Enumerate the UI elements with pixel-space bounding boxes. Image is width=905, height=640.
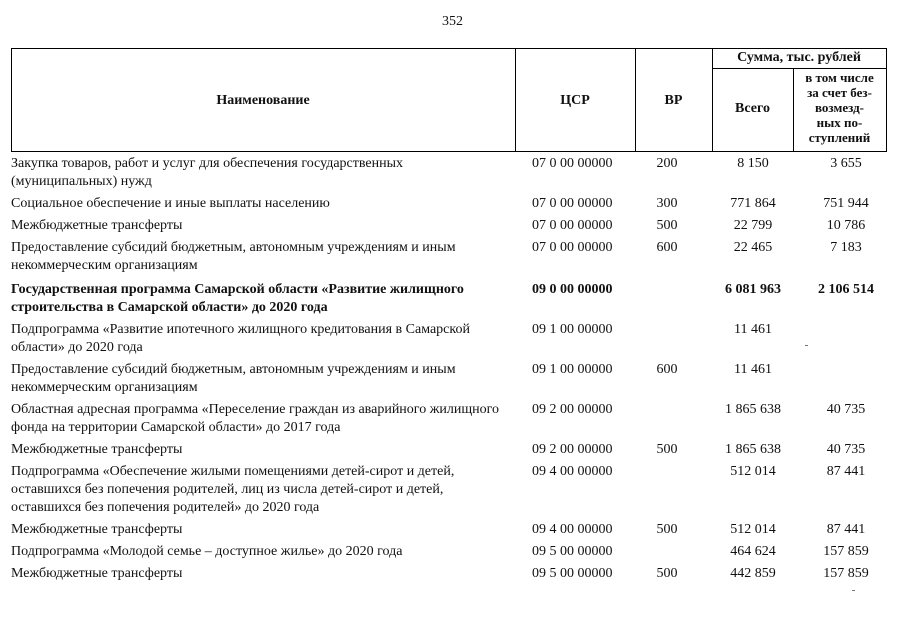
table-row <box>11 441 887 459</box>
row-bez: 751 944 <box>823 196 869 211</box>
row-name: Подпрограмма «Развитие ипотечного жилищного кредитования в Самарской области» до 2020 года <box>11 322 470 355</box>
row-vr: 600 <box>656 240 678 255</box>
page-number: 352 <box>442 14 463 29</box>
row-name: Подпрограмма «Молодой семье – доступное жилье» до 2020 года <box>11 544 403 559</box>
header-bez-line: возмезд- <box>815 100 864 115</box>
header-vr: ВР <box>664 93 683 108</box>
table-row <box>11 543 887 561</box>
row-bez: 10 786 <box>826 218 866 233</box>
row-name: Социальное обеспечение и иные выплаты населению <box>11 196 330 211</box>
row-vr: 300 <box>656 196 678 211</box>
row-bez: 87 441 <box>826 522 866 537</box>
row-total: 512 014 <box>730 522 776 537</box>
row-bez: 157 859 <box>823 566 869 581</box>
table-body <box>11 155 887 583</box>
header-csr: ЦСР <box>560 93 590 108</box>
row-bez: 3 655 <box>830 156 862 171</box>
row-csr: 09 1 00 00000 <box>532 362 613 377</box>
row-name: Предоставление субсидий бюджетным, автономным учреждениям и иным некоммерческим организациям <box>11 362 456 395</box>
row-name: Предоставление субсидий бюджетным, автономным учреждениям и иным некоммерческим организациям <box>11 240 456 273</box>
row-csr: 09 1 00 00000 <box>532 322 613 337</box>
row-vr: 200 <box>656 156 678 171</box>
row-total: 442 859 <box>730 566 776 581</box>
row-vr: 500 <box>656 566 678 581</box>
table-row <box>11 401 887 437</box>
row-total: 22 799 <box>733 218 773 233</box>
row-vr: 500 <box>656 218 678 233</box>
header-bez-line: ступлений <box>808 130 871 145</box>
header-bez-line: ных по- <box>816 115 863 130</box>
table-row <box>11 217 887 235</box>
row-csr: 09 5 00 00000 <box>532 566 613 581</box>
row-name: Межбюджетные трансферты <box>11 566 183 581</box>
row-vr: 500 <box>656 442 678 457</box>
row-total: 22 465 <box>733 240 773 255</box>
table-row <box>11 565 887 583</box>
header-sum-title: Сумма, тыс. рублей <box>737 50 861 65</box>
table-row <box>11 361 887 397</box>
table-row <box>11 239 887 275</box>
table-row <box>11 281 887 317</box>
budget-table <box>11 48 887 583</box>
header-name: Наименование <box>216 93 310 108</box>
row-bez: 40 735 <box>826 402 866 417</box>
header-bez-line: за счет без- <box>807 85 872 100</box>
row-csr: 09 2 00 00000 <box>532 402 613 417</box>
row-total: 512 014 <box>730 464 776 479</box>
row-name: Межбюджетные трансферты <box>11 442 183 457</box>
row-total: 8 150 <box>737 156 769 171</box>
row-csr: 09 4 00 00000 <box>532 522 613 537</box>
row-name: Межбюджетные трансферты <box>11 218 183 233</box>
row-csr: 07 0 00 00000 <box>532 156 613 171</box>
row-total: 11 461 <box>734 322 772 337</box>
row-csr: 07 0 00 00000 <box>532 218 613 233</box>
header-bez <box>793 70 886 145</box>
row-name: Подпрограмма «Обеспечение жилыми помещениями детей-сирот и детей, оставшихся без попечения родителей, лиц из числа детей-сирот и детей, оставшихся без попечения родителей» до 2020 года <box>11 464 455 515</box>
table-row <box>11 321 887 357</box>
row-csr: 07 0 00 00000 <box>532 196 613 211</box>
row-vr: 600 <box>656 362 678 377</box>
row-total: 771 864 <box>730 196 776 211</box>
row-csr: 09 2 00 00000 <box>532 442 613 457</box>
row-vr: 500 <box>656 522 678 537</box>
row-name: Межбюджетные трансферты <box>11 522 183 537</box>
table-row <box>11 155 887 191</box>
row-total: 11 461 <box>734 362 772 377</box>
row-bez: 87 441 <box>826 464 866 479</box>
row-total: 1 865 638 <box>725 402 781 417</box>
row-total: 1 865 638 <box>725 442 781 457</box>
header-total: Всего <box>735 101 770 116</box>
row-name: Закупка товаров, работ и услуг для обеспечения государственных (муниципальных) нужд <box>11 156 404 189</box>
row-name: Областная адресная программа «Переселение граждан из аварийного жилищного фонда на территории Самарской области» до 2017 года <box>11 402 500 435</box>
row-csr: 07 0 00 00000 <box>532 240 613 255</box>
row-bez: 40 735 <box>826 442 866 457</box>
table-row <box>11 195 887 213</box>
header-bez-line: в том числе <box>805 70 874 85</box>
row-bez: 157 859 <box>823 544 869 559</box>
row-csr: 09 5 00 00000 <box>532 544 613 559</box>
table-row <box>11 521 887 539</box>
table-header <box>11 48 887 152</box>
row-csr: 09 0 00 00000 <box>532 282 613 297</box>
row-total: 464 624 <box>730 544 776 559</box>
row-bez: 2 106 514 <box>818 282 874 297</box>
row-csr: 09 4 00 00000 <box>532 464 613 479</box>
row-bez: 7 183 <box>830 240 862 255</box>
row-name: Государственная программа Самарской области «Развитие жилищного строительства в Самарской области» до 2020 года <box>11 282 464 315</box>
table-row <box>11 463 887 517</box>
row-total: 6 081 963 <box>725 282 781 297</box>
